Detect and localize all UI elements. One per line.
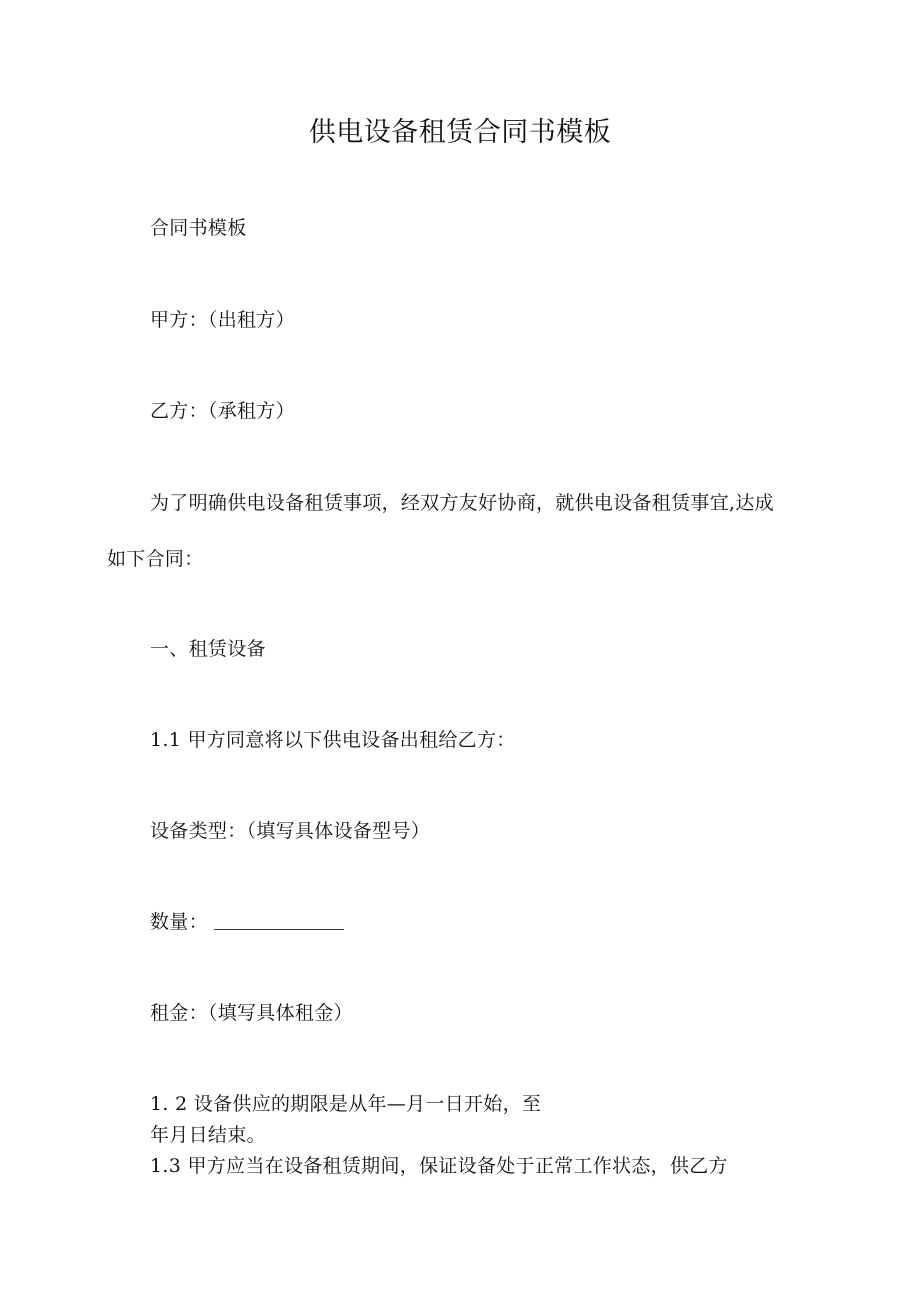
clause-1-3-line-1: 1.3 甲方应当在设备租赁期间，保证设备处于正常工作状态，供乙方 bbox=[150, 1155, 728, 1177]
quantity-label: 数量： bbox=[150, 911, 208, 933]
quantity-blank bbox=[214, 929, 344, 930]
clause-1-2-line-1: 1. 2 设备供应的期限是从年—月一日开始，至 bbox=[150, 1093, 542, 1115]
intro-paragraph-line-2: 如下合同： bbox=[107, 548, 204, 570]
clause-1-2-line-2: 年月日结束。 bbox=[150, 1124, 266, 1146]
rent-line: 租金：（填写具体租金） bbox=[150, 1002, 353, 1024]
document-subtitle: 合同书模板 bbox=[150, 217, 247, 239]
document-title: 供电设备租赁合同书模板 bbox=[308, 117, 612, 148]
party-a-line: 甲方：（出租方） bbox=[150, 309, 295, 331]
party-b-line: 乙方：（承租方） bbox=[150, 400, 295, 422]
section-1-heading: 一、租赁设备 bbox=[150, 638, 266, 660]
equipment-type-line: 设备类型：（填写具体设备型号） bbox=[150, 820, 431, 842]
intro-paragraph-line-1: 为了明确供电设备租赁事项，经双方友好协商，就供电设备租赁事宜,达成 bbox=[150, 492, 774, 514]
quantity-line bbox=[150, 907, 344, 934]
clause-1-1: 1.1 甲方同意将以下供电设备出租给乙方： bbox=[150, 729, 516, 751]
